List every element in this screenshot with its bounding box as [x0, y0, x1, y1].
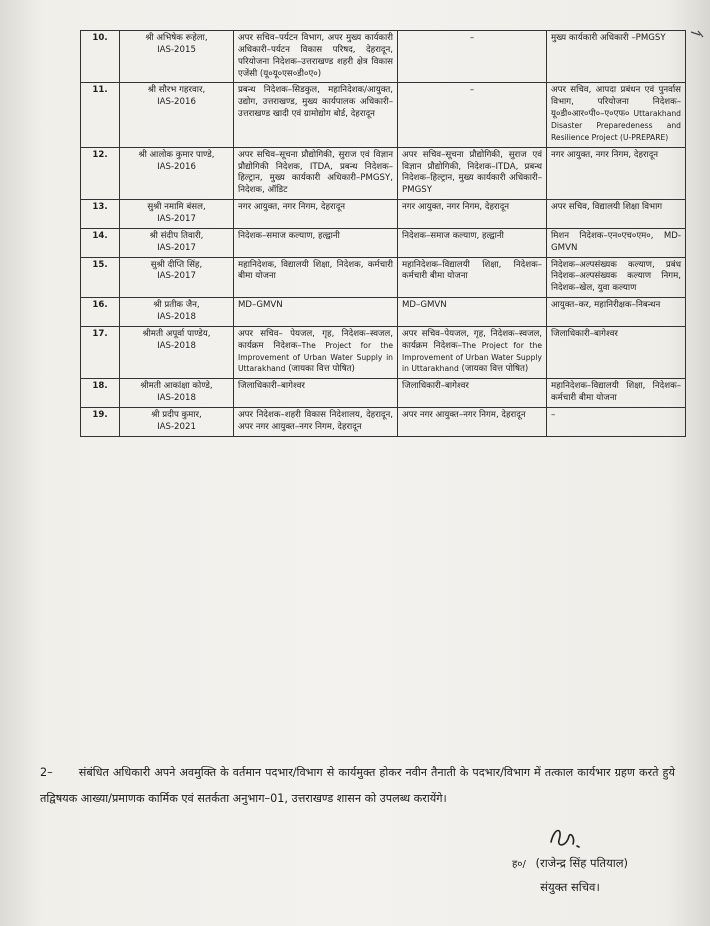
new-posting-text: अपर सचिव, आपदा प्रबंधन एवं पुनर्वास विभाग, परियोजना निदेशक–यू०डी०आर०पी०–ए०एफ०	[551, 85, 681, 120]
officer-name: श्रीमती अपूर्वा पाण्डेय,	[142, 328, 211, 339]
retained-posting-text: निदेशक–समाज कल्याण, हल्द्वानी	[402, 230, 504, 241]
new-posting-cell	[547, 83, 686, 147]
retained-posting-text: –	[469, 33, 475, 43]
current-posting-cell	[234, 31, 398, 83]
serial-number-cell: 18.	[81, 379, 120, 408]
serial-number-cell: 19.	[81, 408, 120, 437]
current-posting-cell	[234, 326, 398, 378]
serial-number-cell: 17.	[81, 326, 120, 378]
current-posting-cell	[234, 228, 398, 257]
serial-number-cell: 14.	[81, 228, 120, 257]
serial-number-cell: 12.	[81, 147, 120, 199]
officer-name-cell	[120, 257, 234, 298]
new-posting-cell	[547, 228, 686, 257]
officer-name-cell	[120, 326, 234, 378]
officer-name: श्री आलोक कुमार पाण्डे,	[138, 149, 215, 160]
new-posting-text: आयुक्त–कर, महानिरीक्षक–निबन्धन	[551, 300, 661, 311]
serial-number-cell: 11.	[81, 83, 120, 147]
new-posting-text: जिलाधिकारी–बागेश्वर	[551, 328, 618, 339]
ias-batch: IAS-2018	[157, 393, 196, 404]
serial-number-cell: 13.	[81, 200, 120, 229]
instruction-paragraph	[40, 760, 675, 812]
retained-posting-cell	[398, 200, 547, 229]
officer-name-cell	[120, 200, 234, 229]
current-posting-text: अपर निदेशक–शहरी विकास निदेशालय, देहरादून, अपर नगर आयुक्त–नगर निगम, देहरादून	[238, 410, 393, 432]
officer-name-cell	[120, 228, 234, 257]
handwritten-signature	[545, 822, 585, 854]
retained-posting-cell	[398, 147, 547, 199]
current-posting-text: जिलाधिकारी–बागेश्वर	[238, 381, 305, 392]
new-posting-text: महानिदेशक–विद्यालयी शिक्षा, निदेशक–कर्मचारी बीमा योजना	[551, 381, 681, 404]
ias-batch: IAS-2017	[157, 214, 196, 225]
signatory-name-line	[470, 856, 670, 871]
new-posting-cell	[547, 379, 686, 408]
officer-name-cell	[120, 31, 234, 83]
serial-number-cell: 10.	[81, 31, 120, 83]
current-posting-english: The Project for the Improvement of Urban Water Supply in Uttarakhand	[238, 340, 393, 374]
paragraph-number: 2–	[40, 766, 53, 779]
retained-posting-text: अपर सचिव–पेयजल, गृह, निदेशक–स्वजल, कार्यक्रम निदेशक–	[402, 328, 542, 351]
officer-name-cell	[120, 379, 234, 408]
retained-posting-cell	[398, 257, 547, 298]
current-posting-cell	[234, 298, 398, 327]
retained-posting-cell	[398, 408, 547, 437]
retained-posting-cell	[398, 379, 547, 408]
retained-posting-cell	[398, 326, 547, 378]
table-row	[81, 228, 686, 257]
current-posting-text: महानिदेशक, विद्यालयी शिक्षा, निदेशक, कर्मचारी बीमा योजना	[238, 259, 393, 282]
ias-batch: IAS-2021	[157, 421, 196, 432]
new-posting-cell	[547, 200, 686, 229]
current-posting-text: निदेशक–समाज कल्याण, हल्द्वानी	[238, 230, 340, 241]
retained-posting-cell	[398, 228, 547, 257]
table-row	[81, 408, 686, 437]
officer-name: श्री प्रदीप कुमार,	[151, 410, 202, 421]
table-row	[81, 200, 686, 229]
ias-batch: IAS-2017	[157, 242, 196, 253]
retained-posting-text: MD–GMVN	[402, 300, 447, 311]
retained-posting-text: –	[469, 85, 475, 96]
signatory-designation: संयुक्त सचिव।	[540, 880, 600, 894]
new-posting-text: अपर सचिव, विद्यालयी शिक्षा विभाग	[551, 202, 663, 213]
retained-posting-cell	[398, 31, 547, 83]
new-posting-cell	[547, 326, 686, 378]
retained-posting-english: The Project for the Improvement of Urban Water Supply in Uttarakhand	[402, 340, 542, 374]
retained-posting-text: महानिदेशक–विद्यालयी शिक्षा, निदेशक–कर्मचारी बीमा योजना	[402, 259, 542, 282]
new-posting-text: मिशन निदेशक–एन०एच०एम०, MD-GMVN	[551, 230, 681, 253]
current-posting-cell	[234, 379, 398, 408]
retained-posting-tail: (जायका वित्त पोषित)	[461, 364, 529, 375]
new-posting-cell	[547, 31, 686, 83]
ias-batch: IAS-2017	[157, 271, 196, 282]
officer-name: श्री सौरभ गहरवार,	[147, 85, 206, 96]
new-posting-cell	[547, 257, 686, 298]
table-row	[81, 147, 686, 199]
current-posting-cell	[234, 408, 398, 437]
table-row	[81, 31, 686, 83]
officer-name: सुश्री दीप्ति सिंह,	[150, 259, 203, 270]
retained-posting-text: अपर सचिव–सूचना प्रौद्योगिकी, सुराज एवं विज्ञान प्रौद्योगिकी, निदेशक–ITDA, प्रबन्ध निदेशक–हिल्ट्रान, मुख्य कार्यकारी अधिकारी–PMGSY	[402, 149, 542, 196]
retained-posting-text: नगर आयुक्त, नगर निगम, देहरादून	[402, 202, 510, 213]
current-posting-text: अपर सचिव–पर्यटन विभाग, अपर मुख्य कार्यकारी अधिकारी–पर्यटन विकास परिषद, देहरादून, परियोजना निदेशक–उत्तराखण्ड शहरी क्षेत्र विकास एजेंसी (यू०यू०एस०डी०ए०)	[238, 33, 393, 79]
retained-posting-text: जिलाधिकारी–बागेश्वर	[402, 381, 469, 392]
current-posting-cell	[234, 200, 398, 229]
officer-name-cell	[120, 298, 234, 327]
new-posting-cell	[547, 147, 686, 199]
ias-batch: IAS-2015	[157, 44, 196, 55]
current-posting-cell	[234, 257, 398, 298]
current-posting-cell	[234, 147, 398, 199]
transfer-orders-table	[80, 30, 686, 437]
serial-number-cell: 16.	[81, 298, 120, 327]
ias-batch: IAS-2016	[157, 161, 196, 172]
table-row	[81, 298, 686, 327]
current-posting-cell	[234, 83, 398, 147]
officer-name-cell	[120, 147, 234, 199]
new-posting-text: नगर आयुक्त, नगर निगम, देहरादून	[551, 149, 659, 160]
current-posting-text: अपर सचिव–सूचना प्रौद्योगिकी, सुराज एवं विज्ञान प्रौद्योगिकी निदेशक, ITDA, प्रबन्ध निदेशक–हिल्ट्रान, मुख्य कार्यकारी अधिकारी–PMGSY, निदेशक, ऑडिट	[238, 149, 393, 196]
serial-number-cell: 15.	[81, 257, 120, 298]
scan-edge-mark	[688, 28, 706, 40]
retained-posting-cell	[398, 298, 547, 327]
new-posting-english: Uttarakhand Disaster Preparedeness and Resilience Project (U-PREPARE)	[551, 109, 681, 142]
ias-batch: IAS-2018	[157, 340, 196, 351]
table-row	[81, 83, 686, 147]
current-posting-tail: (जायका वित्त पोषित)	[288, 364, 355, 375]
signatory-name: (राजेन्द्र सिंह पतियाल)	[535, 856, 629, 870]
officer-name: श्री अभिषेक रूहेला,	[145, 33, 208, 43]
new-posting-text: –	[551, 410, 556, 421]
retained-posting-cell	[398, 83, 547, 147]
retained-posting-text: अपर नगर आयुक्त–नगर निगम, देहरादून	[402, 410, 526, 421]
officer-name: श्री संदीप तिवारी,	[149, 230, 204, 241]
new-posting-cell	[547, 298, 686, 327]
paragraph-text: संबंधित अधिकारी अपने अवमुक्ति के वर्तमान पदभार/विभाग से कार्यमुक्त होकर नवीन तैनाती के पदभार/विभाग में तत्काल कार्यभार ग्रहण करते हुये तद्विषयक आख्या/प्रमाणक कार्मिक एवं सतर्कता अनुभाग–01, उत्तराखण्ड शासन को उपलब्ध करायेंगे।	[40, 766, 675, 805]
current-posting-text: प्रबन्ध निदेशक–सिडकुल, महानिदेशक/आयुक्त, उद्योग, उत्तराखण्ड, मुख्य कार्यपालक अधिकारी–उत्तराखण्ड खादी एवं ग्रामोद्योग बोर्ड, देहरादून	[238, 85, 393, 120]
officer-name-cell	[120, 83, 234, 147]
officer-name-cell	[120, 408, 234, 437]
table-row	[81, 257, 686, 298]
current-posting-text: MD–GMVN	[238, 300, 283, 311]
table-row	[81, 379, 686, 408]
new-posting-text: मुख्य कार्यकारी अधिकारी –PMGSY	[551, 33, 666, 43]
ias-batch: IAS-2016	[157, 97, 196, 108]
ias-batch: IAS-2018	[157, 312, 196, 323]
table-body	[81, 31, 686, 437]
officer-name: श्रीमती आकांक्षा कोण्डे,	[140, 381, 213, 392]
table-row	[81, 326, 686, 378]
new-posting-cell	[547, 408, 686, 437]
officer-name: सुश्री नमामि बंसल,	[147, 202, 206, 213]
new-posting-text: निदेशक–अल्पसंख्यक कल्याण, प्रबंध निदेशक–अल्पसंख्यक कल्याण निगम, निदेशक–खेल, युवा कल्याण	[551, 259, 681, 294]
current-posting-text: नगर आयुक्त, नगर निगम, देहरादून	[238, 202, 346, 213]
signed-prefix: ह०/	[511, 859, 526, 870]
current-posting-text: अपर सचिव– पेयजल, गृह, निदेशक–स्वजल, कार्यक्रम निदेशक–	[238, 328, 393, 351]
officer-name: श्री प्रतीक जैन,	[153, 300, 200, 311]
